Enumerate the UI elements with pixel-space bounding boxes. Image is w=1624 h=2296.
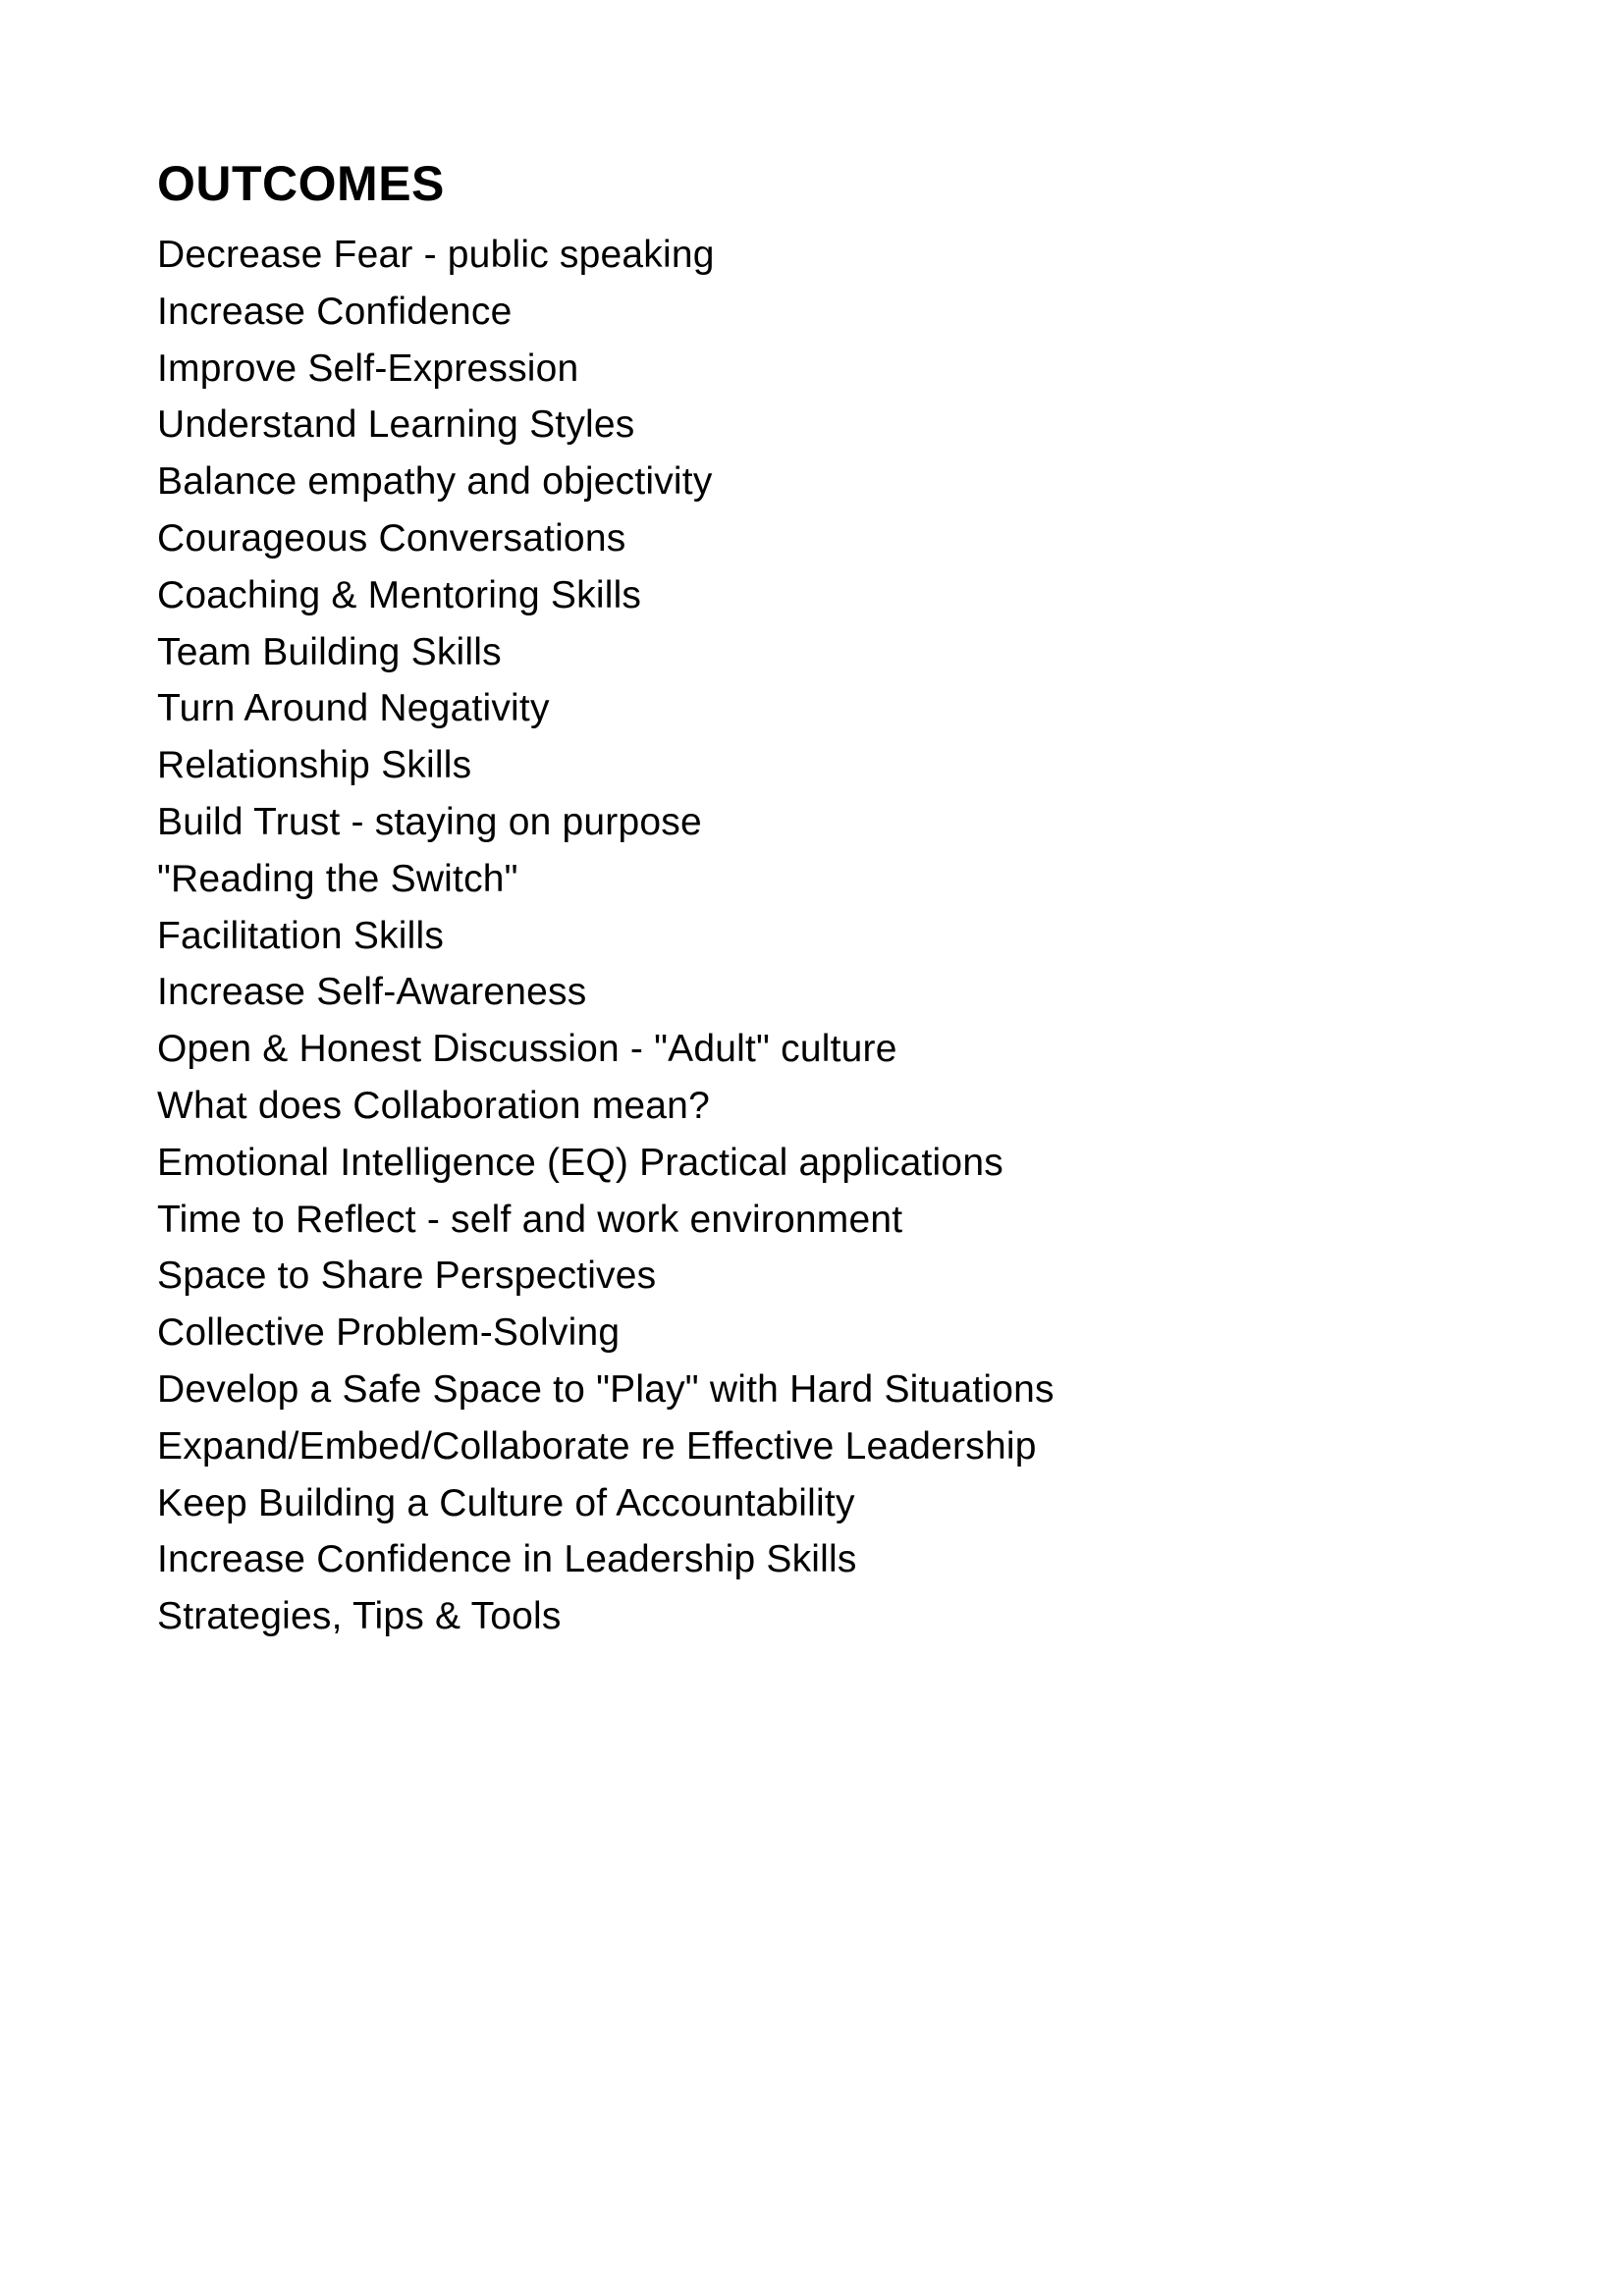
outcome-item: Courageous Conversations — [157, 516, 626, 560]
outcome-item: Space to Share Perspectives — [157, 1255, 657, 1298]
outcome-item: Collective Problem-Solving — [157, 1311, 621, 1355]
outcome-item: Increase Self-Awareness — [157, 971, 587, 1014]
outcome-item: Time to Reflect - self and work environment — [157, 1198, 903, 1241]
outcomes-section — [157, 152, 1532, 1645]
outcome-item: Decrease Fear - public speaking — [157, 234, 715, 276]
outcome-item: Keep Building a Culture of Accountability — [157, 1481, 855, 1524]
outcome-item: Open & Honest Discussion - "Adult" culture — [157, 1028, 897, 1071]
outcome-item: Understand Learning Styles — [157, 403, 635, 447]
outcome-item: Coaching & Mentoring Skills — [157, 573, 642, 616]
page-title: OUTCOMES — [157, 156, 445, 211]
outcome-item: Emotional Intelligence (EQ) Practical applications — [157, 1141, 1003, 1184]
outcome-item: Relationship Skills — [157, 744, 472, 787]
outcome-item: Increase Confidence — [157, 290, 513, 333]
outcome-item: Turn Around Negativity — [157, 687, 550, 730]
outcome-item: Facilitation Skills — [157, 914, 445, 957]
outcome-item: Strategies, Tips & Tools — [157, 1595, 562, 1638]
outcome-item: "Reading the Switch" — [157, 857, 518, 900]
outcome-item: Balance empathy and objectivity — [157, 460, 713, 504]
outcomes-list — [157, 227, 1532, 1645]
outcome-item: Increase Confidence in Leadership Skills — [157, 1538, 857, 1581]
outcome-item: Improve Self-Expression — [157, 347, 579, 390]
outcome-item: Build Trust - staying on purpose — [157, 800, 702, 843]
outcome-item: Team Building Skills — [157, 630, 502, 673]
outcome-item: Expand/Embed/Collaborate re Effective Leadership — [157, 1424, 1037, 1468]
outcome-item: Develop a Safe Space to "Play" with Hard Situations — [157, 1367, 1055, 1411]
outcome-item: What does Collaboration mean? — [157, 1084, 710, 1127]
